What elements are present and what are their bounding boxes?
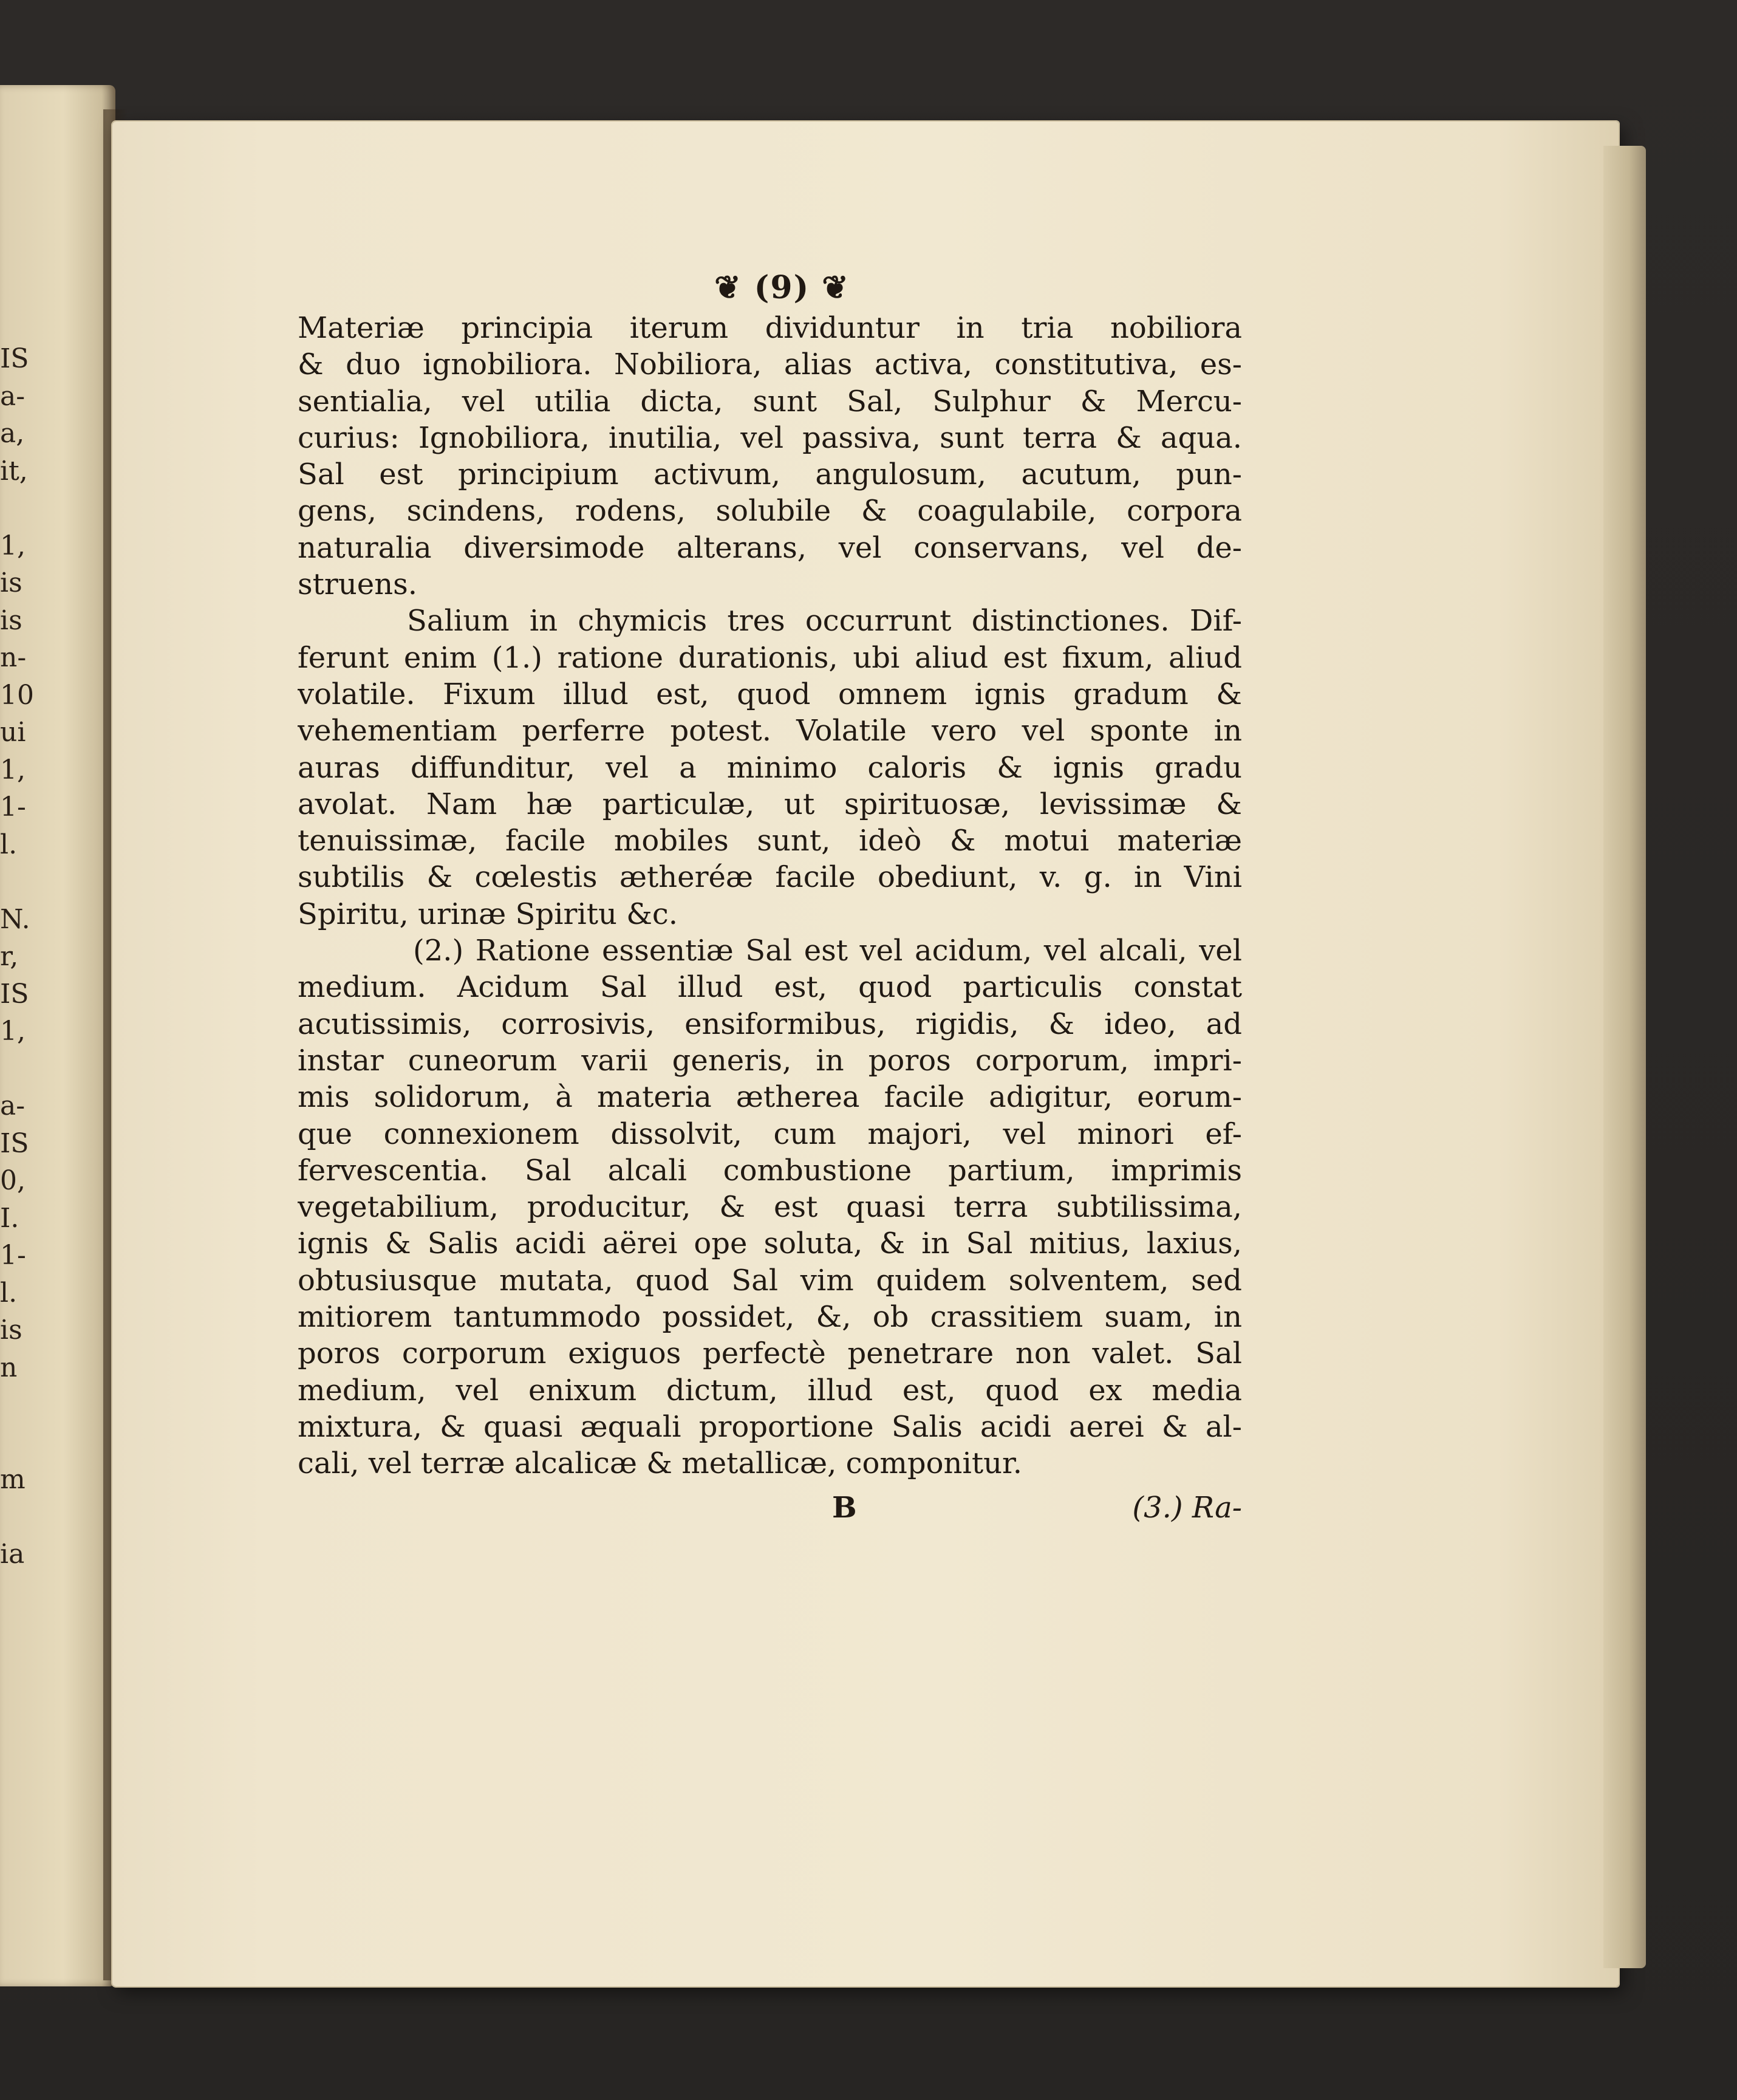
text-line: sentialia, vel utilia dicta, sunt Sal, Sulphur & Mercu- — [298, 384, 1242, 419]
text-line: mis solidorum, à materia ætherea facile adigitur, eorum- — [298, 1080, 1242, 1115]
left-page-edge — [0, 85, 115, 1986]
text-line: subtilis & cœlestis ætheréæ facile obediunt, v. g. in Vini — [298, 860, 1242, 895]
left-fragment: 1, — [0, 530, 26, 561]
left-fragment: is — [0, 604, 22, 636]
text-line: tenuissimæ, facile mobiles sunt, ideò & motui materiæ — [298, 824, 1242, 858]
text-line: volatile. Fixum illud est, quod omnem ignis gradum & — [298, 677, 1242, 711]
left-fragment: n- — [0, 642, 27, 673]
left-fragment: 1, — [0, 754, 26, 785]
text-line: fervescentia. Sal alcali combustione partium, imprimis — [298, 1153, 1242, 1188]
text-line: medium. Acidum Sal illud est, quod particulis constat — [298, 970, 1242, 1005]
left-fragment: r, — [0, 941, 19, 972]
page-header: ❦ (9) ❦ — [714, 269, 850, 306]
left-fragment: ia — [0, 1539, 25, 1570]
left-fragment: a- — [0, 380, 26, 412]
left-fragment — [0, 1499, 43, 1536]
page-stack-edge — [1603, 146, 1646, 1968]
catchword: (3.) Ra- — [1132, 1490, 1242, 1525]
text-line: Salium in chymicis tres occurrunt distinctiones. Dif- — [407, 604, 1242, 638]
text-line: instar cuneorum varii generis, in poros corporum, impri- — [298, 1043, 1242, 1078]
left-fragment: 1- — [0, 1240, 26, 1271]
text-line: vehementiam perferre potest. Volatile vero vel sponte in — [298, 714, 1242, 748]
text-line: mixtura, & quasi æquali proportione Salis acidi aerei & al- — [298, 1409, 1242, 1444]
text-line: auras diffunditur, vel a minimo caloris & ignis gradu — [298, 750, 1242, 785]
left-fragment: it, — [0, 455, 28, 487]
text-line: ignis & Salis acidi aërei ope soluta, & in Sal mitius, laxius, — [298, 1226, 1242, 1261]
left-fragment — [0, 1386, 43, 1424]
text-line: acutissimis, corrosivis, ensiformibus, rigidis, & ideo, ad — [298, 1007, 1242, 1041]
left-fragment: 1, — [0, 1016, 26, 1047]
text-line: naturalia diversimode alterans, vel conservans, vel de- — [298, 530, 1242, 565]
left-fragment: is — [0, 1315, 22, 1346]
left-fragment: ui — [0, 717, 26, 748]
left-fragment — [0, 490, 43, 527]
left-fragment: 0, — [0, 1165, 26, 1196]
text-line: struens. — [298, 567, 417, 602]
page-footer — [298, 1489, 1242, 1526]
left-fragment: I. — [0, 1202, 19, 1234]
left-fragment: a- — [0, 1090, 26, 1121]
page-text-block — [298, 266, 1242, 1526]
text-line: & duo ignobiliora. Nobiliora, alias activa, constitutiva, es- — [298, 347, 1242, 382]
text-line: Materiæ principia iterum dividuntur in tria nobiliora — [298, 311, 1242, 345]
left-fragment: m — [0, 1464, 26, 1495]
left-fragment: 1- — [0, 792, 26, 823]
text-line: obtusiusque mutata, quod Sal vim quidem solventem, sed — [298, 1263, 1242, 1298]
left-fragment: 10 — [0, 679, 34, 711]
left-fragment: IS — [0, 1127, 29, 1159]
left-fragment — [0, 1050, 43, 1088]
left-fragment: l. — [0, 829, 18, 860]
left-fragment: a, — [0, 418, 25, 449]
text-line: poros corporum exiguos perfectè penetrare non valet. Sal — [298, 1336, 1242, 1371]
left-page-fragments — [0, 340, 43, 1573]
left-fragment: IS — [0, 343, 29, 374]
left-fragment: is — [0, 567, 22, 598]
left-fragment: n — [0, 1352, 18, 1383]
text-line: gens, scindens, rodens, solubile & coagulabile, corpora — [298, 494, 1242, 528]
text-line: ferunt enim (1.) ratione durationis, ubi aliud est fixum, aliud — [298, 640, 1242, 675]
left-fragment: IS — [0, 978, 29, 1010]
text-line: Spiritu, urinæ Spiritu &c. — [298, 897, 678, 931]
text-line: curius: Ignobiliora, inutilia, vel passiva, sunt terra & aqua. — [298, 420, 1242, 455]
text-line: vegetabilium, producitur, & est quasi terra subtilissima, — [298, 1190, 1242, 1225]
left-fragment: l. — [0, 1277, 18, 1308]
text-line: mitiorem tantummodo possidet, &, ob crassitiem suam, in — [298, 1300, 1242, 1335]
left-fragment — [0, 1424, 43, 1462]
text-line: Sal est principium activum, angulosum, acutum, pun- — [298, 457, 1242, 492]
left-fragment — [0, 863, 43, 901]
signature-mark: B — [832, 1490, 857, 1525]
text-line: (2.) Ratione essentiæ Sal est vel acidum, vel alcali, vel — [413, 934, 1242, 968]
text-line: cali, vel terræ alcalicæ & metallicæ, componitur. — [298, 1446, 1022, 1481]
text-line: avolat. Nam hæ particulæ, ut spirituosæ, levissimæ & — [298, 787, 1242, 821]
left-fragment: N. — [0, 903, 30, 935]
text-line: medium, vel enixum dictum, illud est, quod ex media — [298, 1373, 1242, 1407]
text-line: que connexionem dissolvit, cum majori, vel minori ef- — [298, 1117, 1242, 1151]
